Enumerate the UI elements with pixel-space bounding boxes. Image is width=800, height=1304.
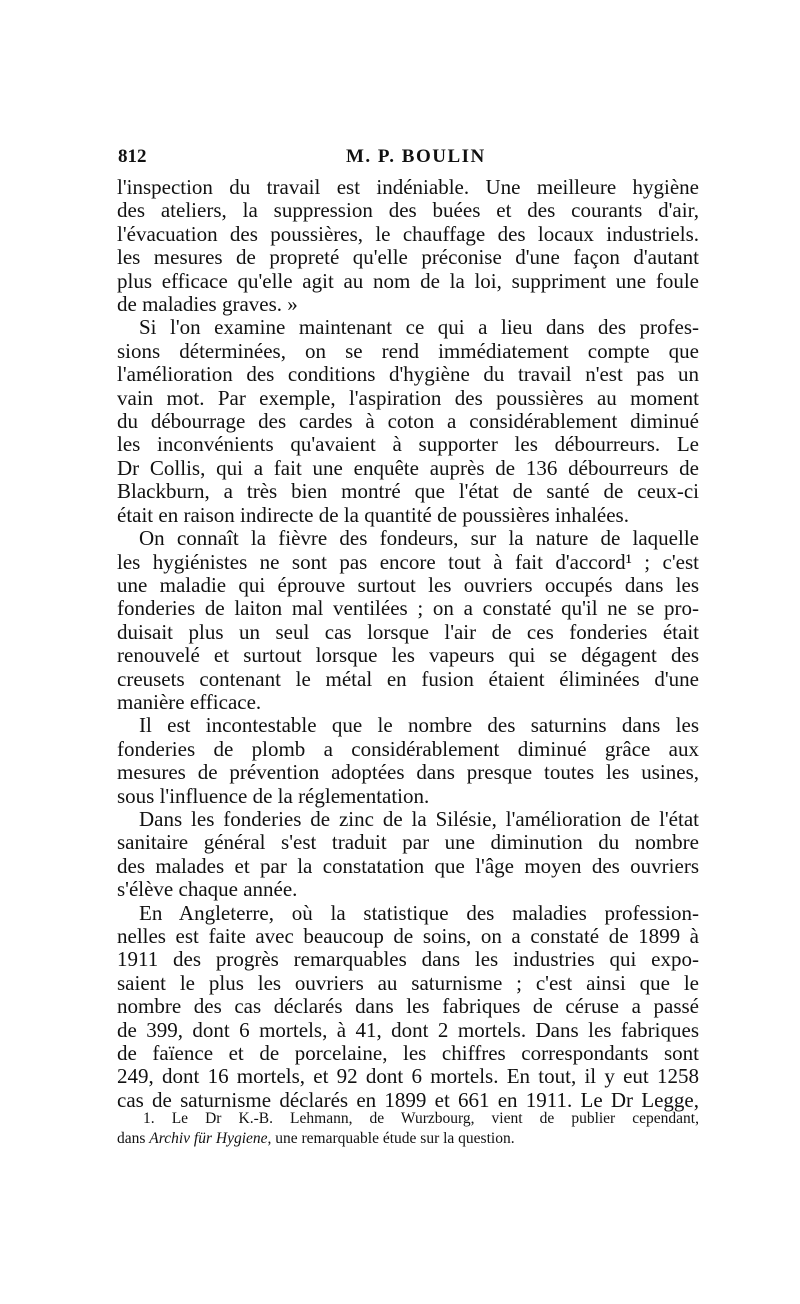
text-line: cas de saturnisme déclarés en 1899 et 661 en 1911. Le Dr Legge, [117, 1087, 699, 1112]
text-line: les hygiénistes ne sont pas encore tout à fait d'accord¹ ; c'est [117, 549, 699, 574]
text-line: mesures de prévention adoptées dans presque toutes les usines, [117, 760, 699, 785]
text-line: l'amélioration des conditions d'hygiène du travail n'est pas un [117, 362, 699, 387]
text-line: manière efficace. [117, 689, 262, 714]
text-line: des ateliers, la suppression des buées et des courants d'air, [117, 198, 699, 223]
text-line: creusets contenant le métal en fusion étaient éliminées d'une [117, 666, 699, 691]
footnote-line [117, 1129, 699, 1149]
text-line: nelles est faite avec beaucoup de soins, on a constaté de 1899 à [117, 924, 699, 948]
text-line: était en raison indirecte de la quantité de poussières inhalées. [117, 502, 629, 527]
text-line: les inconvénients qu'avaient à supporter les débourreurs. Le [117, 432, 699, 457]
text-line: fonderies de laiton mal ventilées ; on a constaté qu'il ne se pro- [117, 596, 699, 621]
text-line: sanitaire général s'est traduit par une diminution du nombre [117, 830, 699, 855]
text-line: les mesures de propreté qu'elle préconise d'une façon d'autant [117, 245, 699, 270]
text-line: saient le plus les ouvriers au saturnisme ; c'est ainsi que le [117, 970, 699, 995]
body-text [117, 176, 699, 1112]
text-line: de maladies graves. » [117, 292, 298, 317]
text-line: sions déterminées, on se rend immédiatement compte que [117, 338, 699, 363]
page-number: 812 [118, 146, 147, 167]
text-line: Dr Collis, qui a fait une enquête auprès de 136 débourreurs de [117, 455, 699, 480]
text-line: s'élève chaque année. [117, 877, 298, 902]
text-line: 249, dont 16 mortels, et 92 dont 6 mortels. En tout, il y eut 1258 [117, 1064, 699, 1089]
text-line: de faïence et de porcelaine, les chiffres correspondants sont [117, 1041, 699, 1066]
text-line: plus efficace qu'elle agit au nom de la loi, suppriment une foule [117, 268, 699, 293]
footnote-text: , une remarquable étude sur la question. [267, 1130, 515, 1147]
text-line: renouvelé et surtout lorsque les vapeurs qui se dégagent des [117, 643, 699, 668]
text-line: 1911 des progrès remarquables dans les industries qui expo- [117, 947, 699, 972]
text-line: fonderies de plomb a considérablement diminué grâce aux [117, 736, 699, 761]
text-line: Si l'on examine maintenant ce qui a lieu dans des profes- [139, 315, 699, 340]
footnotes [117, 1109, 699, 1149]
text-line: Blackburn, a très bien montré que l'état de santé de ceux-ci [117, 479, 699, 504]
text-line: vain mot. Par exemple, l'aspiration des poussières au moment [117, 385, 699, 410]
text-line: une maladie qui éprouve surtout les ouvriers occupés dans les [117, 572, 699, 597]
page-header [118, 146, 698, 170]
text-line: On connaît la fièvre des fondeurs, sur la nature de laquelle [139, 526, 699, 551]
text-line: l'évacuation des poussières, le chauffage des locaux industriels. [117, 221, 699, 246]
text-line: l'inspection du travail est indéniable. Une meilleure hygiène [117, 175, 699, 199]
running-head: M. P. BOULIN [346, 146, 486, 167]
text-line: Dans les fonderies de zinc de la Silésie, l'amélioration de l'état [139, 806, 699, 831]
footnote-text: dans [117, 1130, 150, 1147]
footnote-line: 1. Le Dr K.-B. Lehmann, de Wurzbourg, vient de publier cependant, [143, 1110, 699, 1127]
text-line: sous l'influence de la réglementation. [117, 783, 430, 808]
text-line: duisait plus un seul cas lorsque l'air de ces fonderies était [117, 619, 699, 644]
footnote-journal-title: Archiv für Hygiene [149, 1130, 268, 1147]
text-line: Il est incontestable que le nombre des saturnins dans les [139, 713, 699, 738]
text-line: des malades et par la constatation que l'âge moyen des ouvriers [117, 853, 699, 878]
text-line: du débourrage des cardes à coton a considérablement diminué [117, 409, 699, 434]
text-line: de 399, dont 6 mortels, à 41, dont 2 mortels. Dans les fabriques [117, 1017, 699, 1042]
text-line: nombre des cas déclarés dans les fabriques de céruse a passé [117, 994, 699, 1019]
text-line: En Angleterre, où la statistique des maladies profession- [139, 900, 699, 925]
